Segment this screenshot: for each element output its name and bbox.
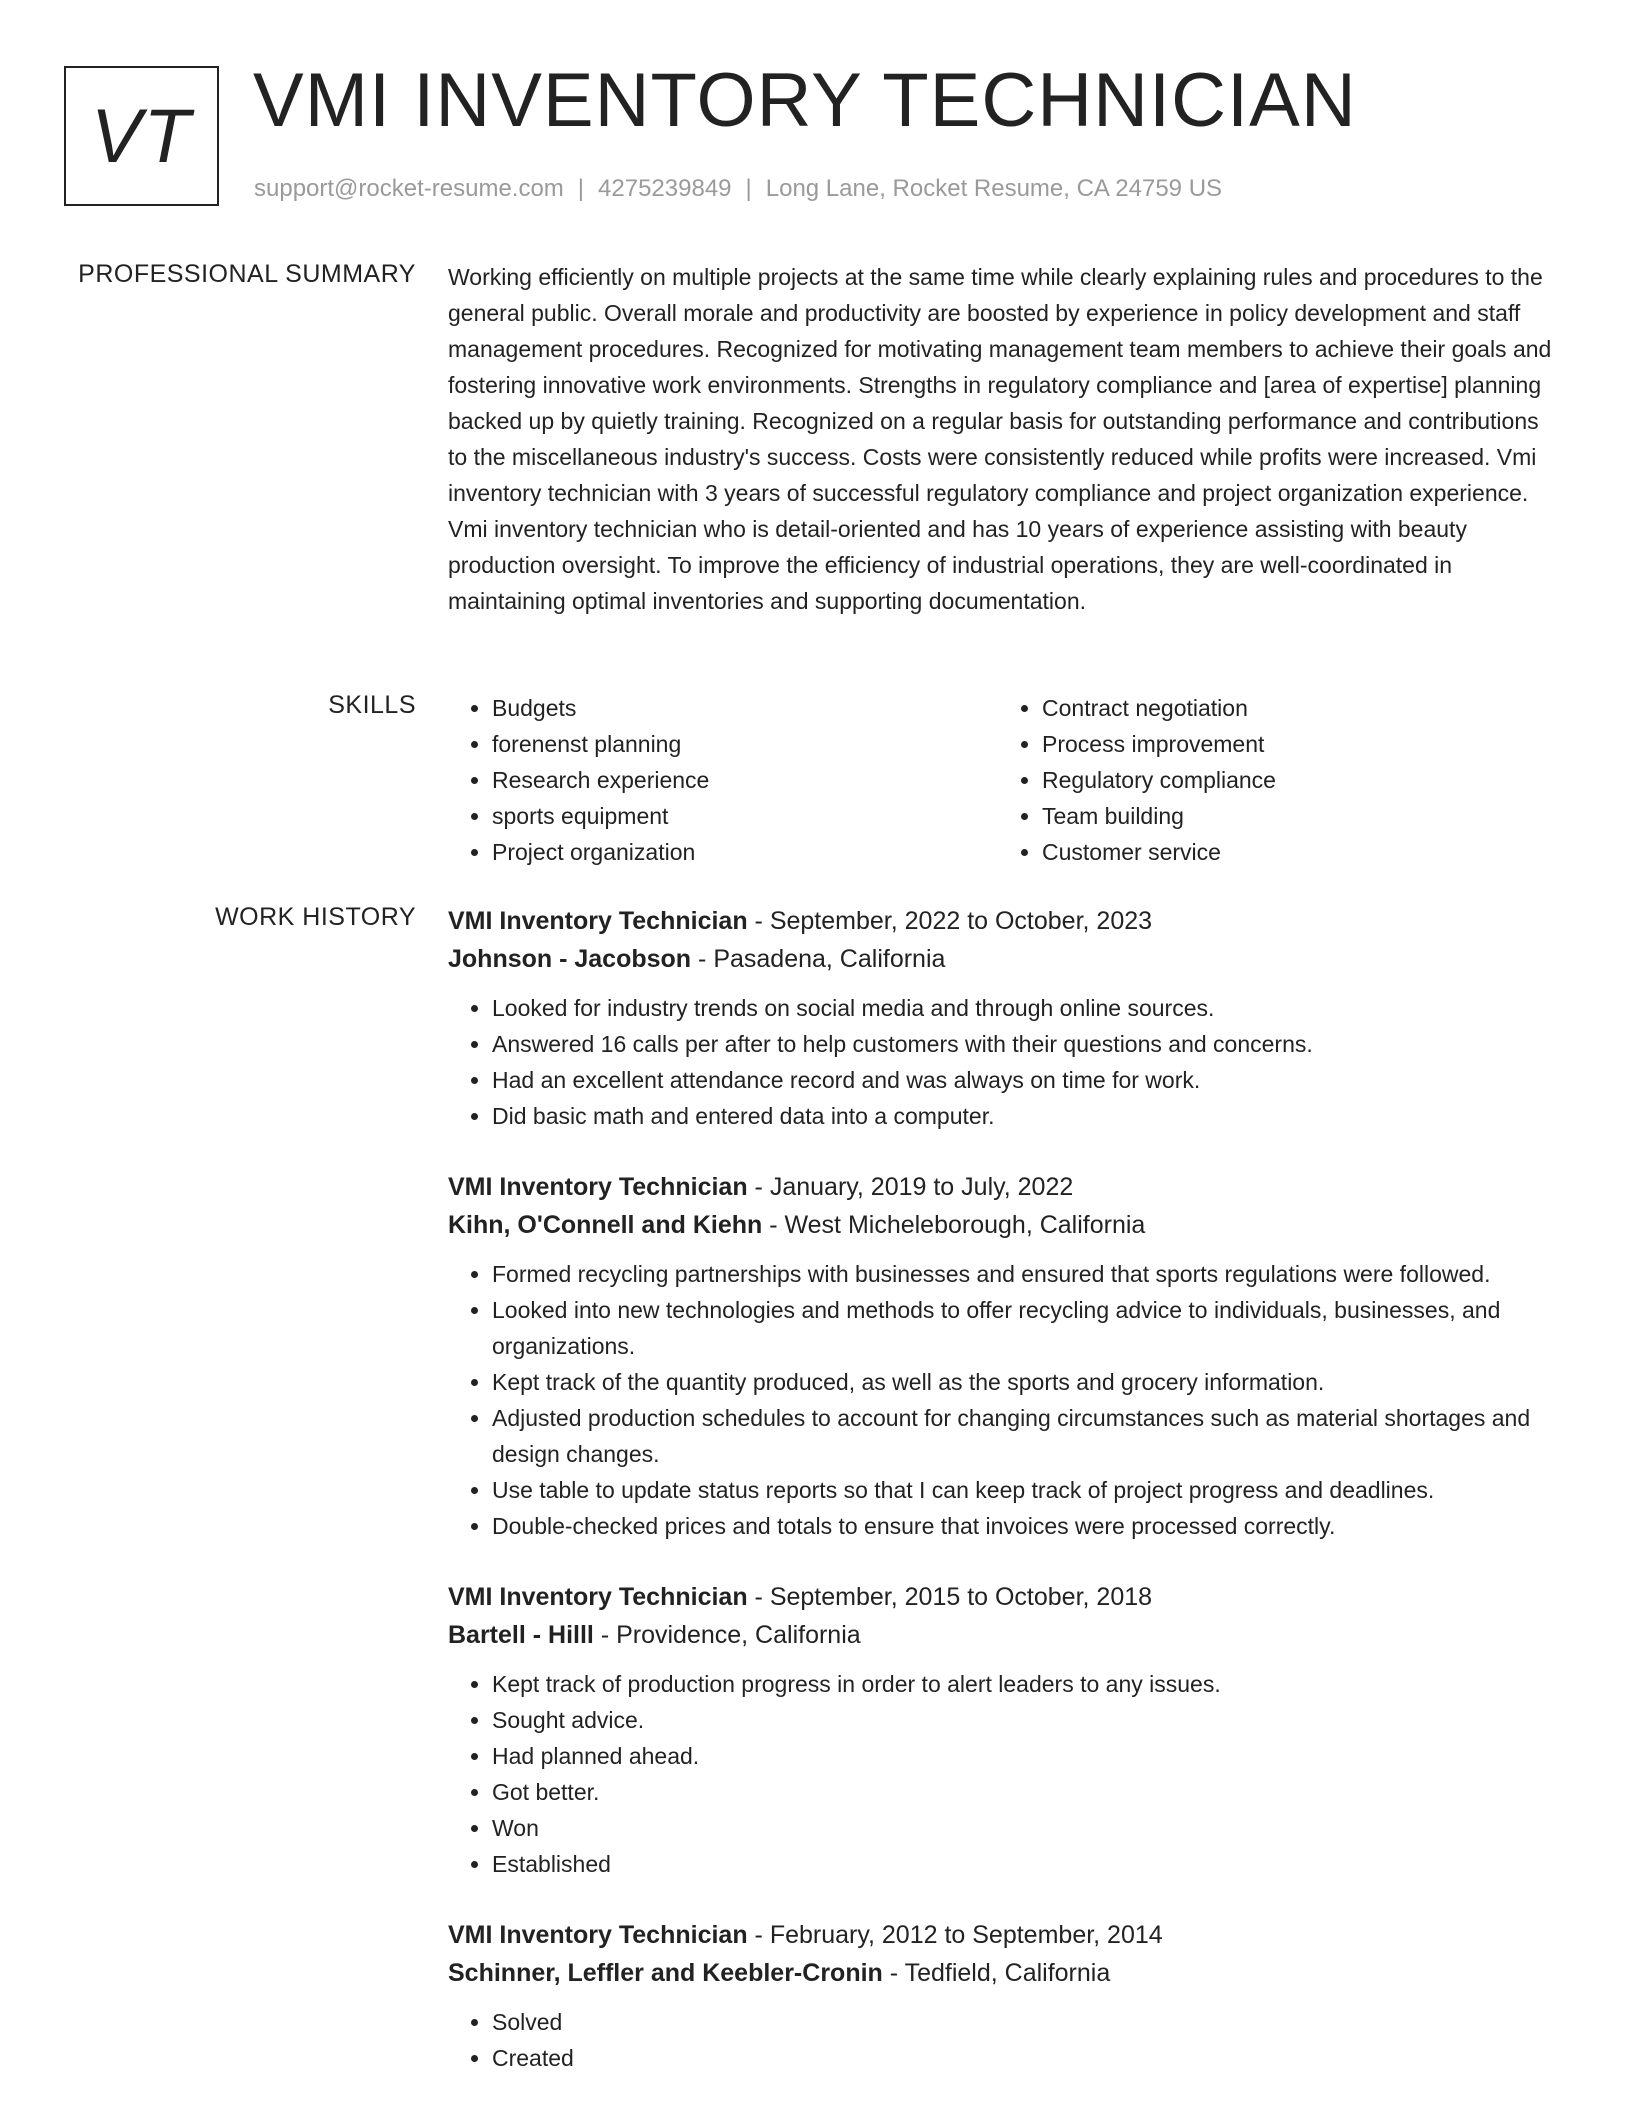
contact-line: [254, 175, 1222, 203]
job-bullet: • Solved: [492, 2004, 1560, 2040]
job-bullet: • Formed recycling partnerships with businesses and ensured that sports regulations were followed.: [492, 1256, 1560, 1292]
job-bullet: • Had planned ahead.: [492, 1738, 1560, 1774]
job-company-line: Kihn, O'Connell and Kiehn - West Micheleborough, California: [448, 1211, 1146, 1239]
job-bullet: • Use table to update status reports so that I can keep track of project progress and deadlines.: [492, 1472, 1560, 1508]
job-location: West Micheleborough, California: [784, 1211, 1146, 1239]
job-title-line: VMI Inventory Technician - February, 2012 to September, 2014: [448, 1921, 1163, 1949]
job-location: Providence, California: [616, 1621, 861, 1649]
work-history-heading: WORK HISTORY: [215, 903, 416, 931]
job-bullets: [448, 2004, 1560, 2076]
job-dates: January, 2019 to July, 2022: [769, 1173, 1074, 1201]
job-company-line: Bartell - Hilll - Providence, California: [448, 1621, 861, 1649]
skills-heading: SKILLS: [328, 691, 416, 719]
skill-item: • forenenst planning: [492, 726, 998, 762]
skill-item: • Research experience: [492, 762, 998, 798]
job-company: Schinner, Leffler and Keebler-Cronin: [448, 1959, 883, 1987]
monogram-initials: VT: [90, 93, 193, 179]
job-entry: [448, 902, 1560, 1134]
job-entry: [448, 1916, 1560, 2076]
job-dates: September, 2015 to October, 2018: [769, 1583, 1153, 1611]
contact-separator: |: [577, 175, 585, 202]
job-entry: [448, 1578, 1560, 1882]
job-company: Bartell - Hilll: [448, 1621, 594, 1649]
job-title: VMI Inventory Technician: [448, 1921, 748, 1949]
job-bullet: • Created: [492, 2040, 1560, 2076]
skill-item: • Regulatory compliance: [1042, 762, 1548, 798]
skills-list-left: [448, 690, 998, 870]
skill-item: • Process improvement: [1042, 726, 1548, 762]
job-entry: [448, 1168, 1560, 1544]
job-company: Johnson - Jacobson: [448, 945, 692, 973]
job-company-line: Schinner, Leffler and Keebler-Cronin - Tedfield, California: [448, 1959, 1111, 1987]
job-title-line: VMI Inventory Technician - September, 2022 to October, 2023: [448, 907, 1153, 935]
skill-item: • Customer service: [1042, 834, 1548, 870]
job-location: Pasadena, California: [713, 945, 946, 973]
job-dates: September, 2022 to October, 2023: [769, 907, 1153, 935]
contact-separator: |: [745, 175, 752, 202]
job-bullet: • Sought advice.: [492, 1702, 1560, 1738]
job-bullets: [448, 1256, 1560, 1544]
skill-item: • Team building: [1042, 798, 1548, 834]
job-title: VMI Inventory Technician: [448, 907, 748, 935]
job-bullet: • Won: [492, 1810, 1560, 1846]
skill-item: • Contract negotiation: [1042, 690, 1548, 726]
skills-list-right: [998, 690, 1548, 870]
job-location: Tedfield, California: [904, 1959, 1111, 1987]
job-bullets: [448, 990, 1560, 1134]
job-bullet: • Kept track of the quantity produced, as well as the sports and grocery information.: [492, 1364, 1560, 1400]
resume-title: VMI INVENTORY TECHNICIAN: [253, 58, 1357, 143]
job-bullet: • Had an excellent attendance record and was always on time for work.: [492, 1062, 1560, 1098]
summary-text: Working efficiently on multiple projects at the same time while clearly explaining rules and procedures to the general public. Overall morale and productivity are boosted by experience in policy development and staff management procedures. Recognized for motivating management team members to achieve their goals and fostering innovative work environments. Strengths in regulatory compliance and [area of expertise] planning backed up by quietly training. Recognized on a regular basis for outstanding performance and contributions to the miscellaneous industry's success. Costs were consistently reduced while profits were increased. Vmi inventory technician with 3 years of successful regulatory compliance and project organization experience. Vmi inventory technician who is detail-oriented and has 10 years of experience assisting with beauty production oversight. To improve the efficiency of industrial operations, they are well-coordinated in maintaining optimal inventories and supporting documentation.: [448, 264, 1552, 614]
job-bullet: • Looked into new technologies and methods to offer recycling advice to individuals, businesses, and organizations.: [492, 1292, 1560, 1364]
skill-item: • Project organization: [492, 834, 998, 870]
job-title: VMI Inventory Technician: [448, 1583, 748, 1611]
summary-heading: PROFESSIONAL SUMMARY: [78, 260, 416, 288]
skill-item: • sports equipment: [492, 798, 998, 834]
job-company: Kihn, O'Connell and Kiehn: [448, 1211, 763, 1239]
monogram-box: [64, 66, 219, 206]
job-bullet: • Double-checked prices and totals to ensure that invoices were processed correctly.: [492, 1508, 1560, 1544]
job-bullet: • Adjusted production schedules to account for changing circumstances such as material shortages and design changes.: [492, 1400, 1560, 1472]
job-title: VMI Inventory Technician: [448, 1173, 748, 1201]
job-bullet: • Kept track of production progress in order to alert leaders to any issues.: [492, 1666, 1560, 1702]
job-bullet: • Looked for industry trends on social media and through online sources.: [492, 990, 1560, 1026]
contact-address: Long Lane, Rocket Resume, CA 24759 US: [765, 175, 1223, 202]
job-bullet: • Established: [492, 1846, 1560, 1882]
job-dates: February, 2012 to September, 2014: [769, 1921, 1163, 1949]
skill-item: • Budgets: [492, 690, 998, 726]
job-bullet: • Did basic math and entered data into a computer.: [492, 1098, 1560, 1134]
job-title-line: VMI Inventory Technician - September, 2015 to October, 2018: [448, 1583, 1153, 1611]
job-bullets: [448, 1666, 1560, 1882]
contact-phone: 4275239849: [598, 175, 732, 202]
job-company-line: Johnson - Jacobson - Pasadena, California: [448, 945, 946, 973]
job-title-line: VMI Inventory Technician - January, 2019 to July, 2022: [448, 1173, 1074, 1201]
contact-email: support@rocket-resume.com: [254, 175, 564, 202]
job-bullet: • Answered 16 calls per after to help customers with their questions and concerns.: [492, 1026, 1560, 1062]
job-bullet: • Got better.: [492, 1774, 1560, 1810]
